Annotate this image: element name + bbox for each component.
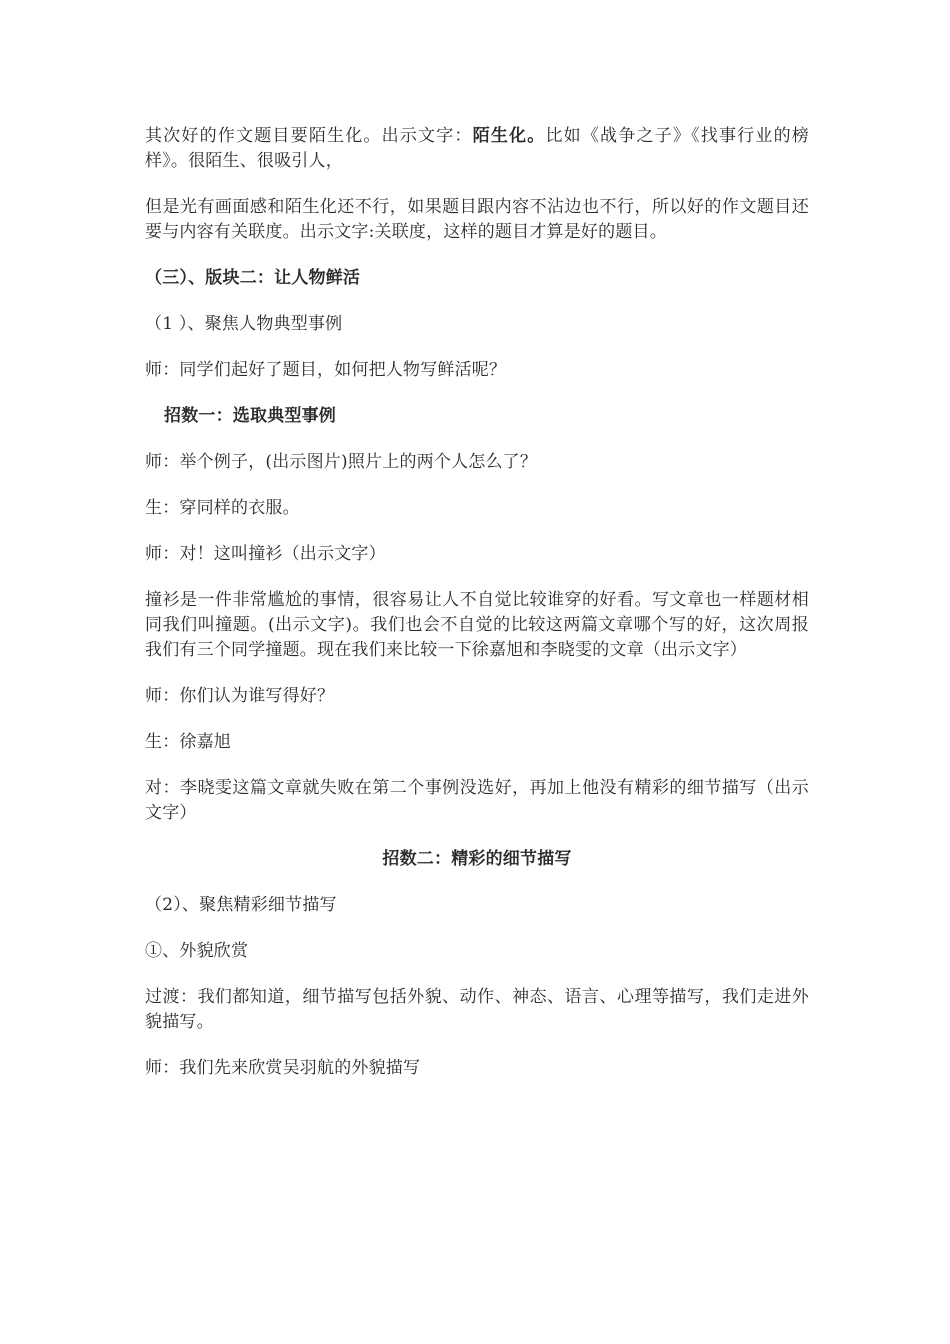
teacher-question: 师：同学们起好了题目，如何把人物写鲜活呢？ (145, 360, 507, 380)
tip-two-heading: 招数二：精彩的细节描写 (382, 849, 572, 869)
teacher-question-who: 师：你们认为谁写得好？ (145, 686, 335, 706)
teacher-reply: 师：对！这叫撞衫（出示文字） (145, 544, 386, 564)
teacher-example: 师：举个例子，(出示图片)照片上的两个人怎么了？ (145, 452, 538, 472)
paragraph-transition: 过渡：我们都知道，细节描写包括外貌、动作、神态、语言、心理等描写，我们走进外貌描写。 (145, 987, 809, 1032)
paragraph-text: 其次好的作文题目要陌生化。出示文字： (145, 126, 473, 146)
subheading-detail-description: （2）、聚焦精彩细节描写 (145, 895, 337, 915)
subheading-appearance: ①、外貌欣赏 (145, 941, 249, 961)
tip-one-heading: 招数一：选取典型事例 (164, 406, 336, 426)
paragraph-same-topic: 撞衫是一件非常尴尬的事情，很容易让人不自觉比较谁穿的好看。写文章也一样题材相同我们叫撞题。(出示文字)。我们也会不自觉的比较这两篇文章哪个写的好，这次周报我们有三个同学撞题。现在我们来比较一下徐嘉旭和李晓雯的文章（出示文字） (145, 590, 809, 660)
document-body (145, 124, 809, 1102)
paragraph-text: 比如《战争之子》《找事行业的榜样》。很陌生、很吸引人， (145, 126, 809, 171)
section-heading-part-two: （三）、版块二：让人物鲜活 (145, 268, 361, 288)
student-answer-name: 生：徐嘉旭 (145, 732, 231, 752)
student-answer: 生：穿同样的衣服。 (145, 498, 300, 518)
teacher-appreciation: 师：我们先来欣赏吴羽航的外貌描写 (145, 1058, 421, 1078)
paragraph-failure-reason: 对：李晓雯这篇文章就失败在第二个事例没选好，再加上他没有精彩的细节描写（出示文字） (145, 778, 809, 823)
paragraph-relevance: 但是光有画面感和陌生化还不行，如果题目跟内容不沾边也不行，所以好的作文题目还要与内容有关联度。出示文字:关联度，这样的题目才算是好的题目。 (145, 197, 809, 242)
paragraph-title-unfamiliar (145, 124, 809, 174)
subheading-typical-examples: （1 ）、聚焦人物典型事例 (145, 314, 343, 334)
emphasis-text: 陌生化。 (472, 126, 546, 146)
